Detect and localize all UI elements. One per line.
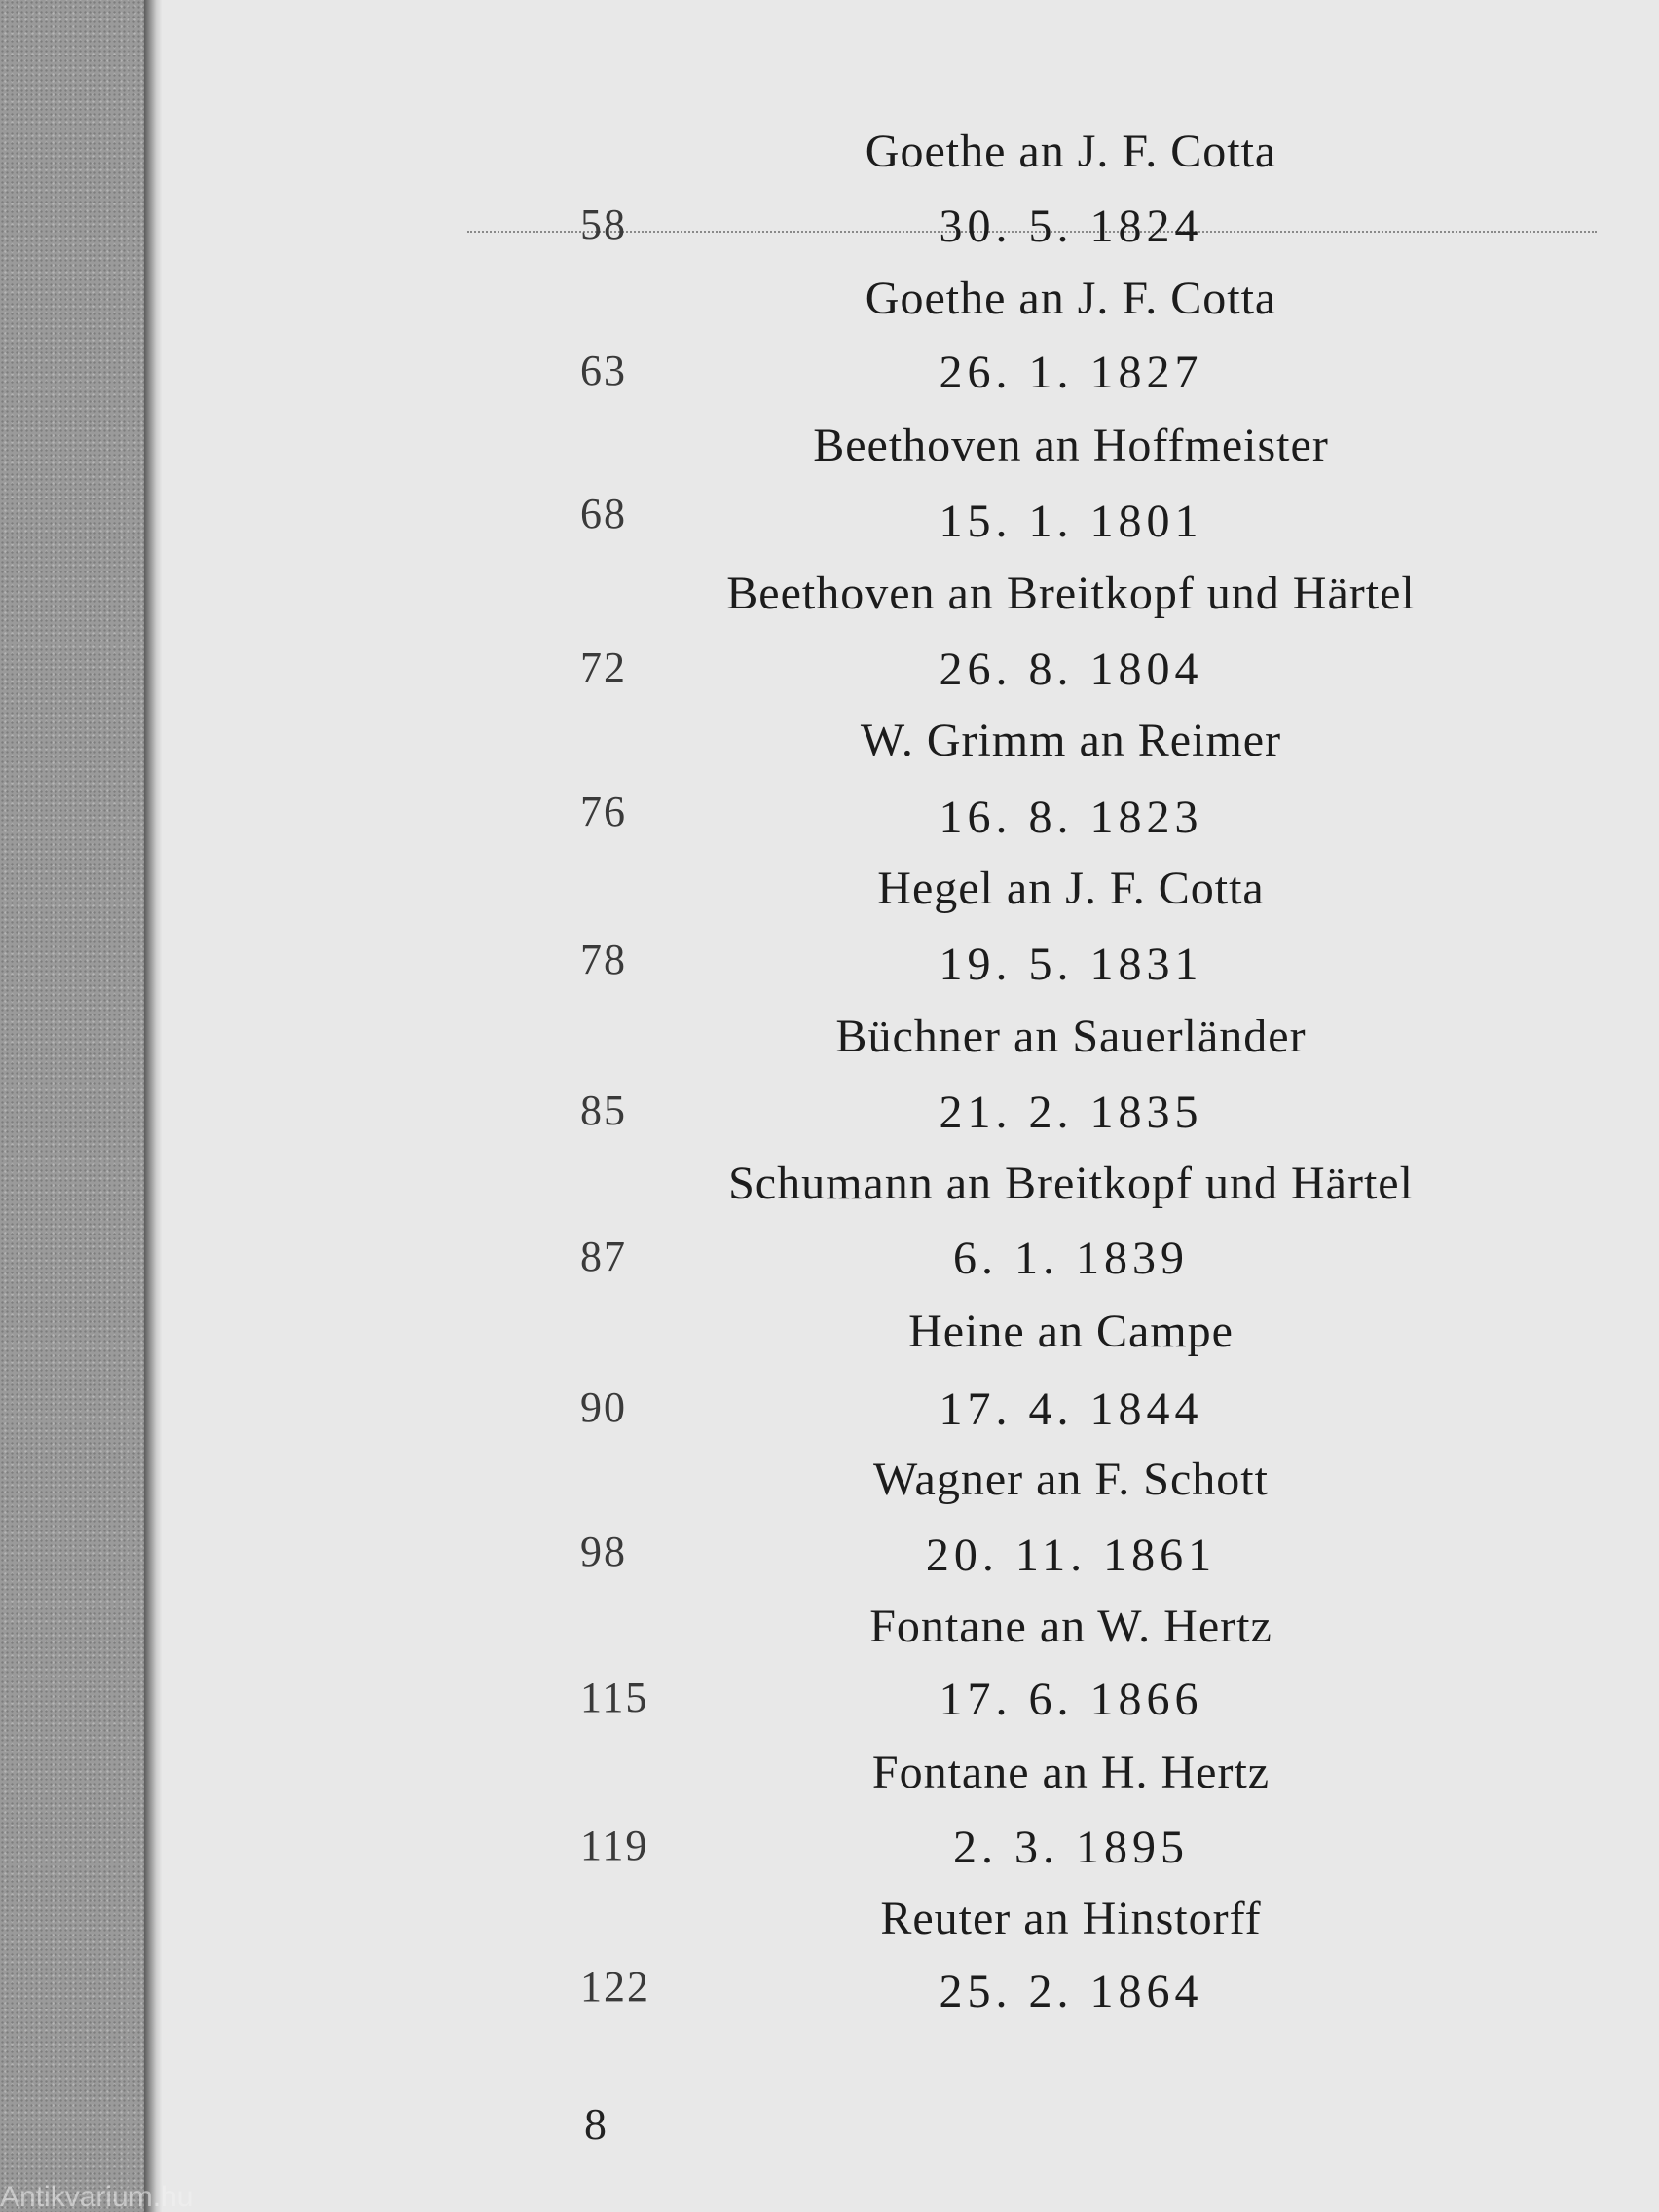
watermark: Antikvarium.hu (0, 2181, 194, 2212)
entry-page-number: 122 (580, 1963, 650, 2010)
entry-title: Wagner an F. Schott (873, 1454, 1269, 1505)
entry-page-number: 98 (580, 1528, 627, 1575)
entry-page-number: 115 (580, 1674, 649, 1721)
entry-page-number: 68 (580, 490, 627, 537)
entry-title: Büchner an Sauerländer (835, 1011, 1307, 1062)
entry-date: 20. 11. 1861 (925, 1530, 1217, 1581)
entry-title: Beethoven an Hoffmeister (813, 420, 1329, 471)
entry-page-number: 90 (580, 1383, 627, 1431)
entry-title: Heine an Campe (908, 1306, 1234, 1357)
entry-title: Reuter an Hinstorff (880, 1893, 1262, 1944)
entry-title: Hegel an J. F. Cotta (877, 863, 1265, 914)
entry-title: Goethe an J. F. Cotta (865, 126, 1277, 177)
entry-date: 30. 5. 1824 (939, 201, 1203, 252)
entry-title: W. Grimm an Reimer (860, 715, 1282, 766)
entry-date: 26. 1. 1827 (939, 347, 1203, 398)
entry-page-number: 76 (580, 788, 627, 835)
entry-page-number: 58 (580, 201, 627, 248)
entry-title: Fontane an W. Hertz (869, 1601, 1272, 1652)
entry-date: 6. 1. 1839 (953, 1233, 1189, 1284)
entry-date: 26. 8. 1804 (939, 644, 1203, 695)
entry-title: Fontane an H. Hertz (871, 1747, 1271, 1798)
page-folio-number: 8 (584, 2099, 607, 2149)
entry-page-number: 78 (580, 936, 627, 983)
entry-title: Schumann an Breitkopf und Härtel (728, 1158, 1414, 1209)
entry-date: 19. 5. 1831 (939, 939, 1203, 990)
entry-date: 25. 2. 1864 (939, 1966, 1203, 2017)
entry-date: 2. 3. 1895 (953, 1822, 1189, 1873)
entry-page-number: 72 (580, 644, 627, 691)
entry-date: 15. 1. 1801 (939, 496, 1203, 547)
entry-page-number: 85 (580, 1087, 627, 1134)
entry-title: Beethoven an Breitkopf und Härtel (726, 568, 1416, 619)
entry-date: 17. 4. 1844 (939, 1383, 1203, 1435)
entry-page-number: 87 (580, 1233, 627, 1280)
entry-date: 17. 6. 1866 (939, 1674, 1203, 1725)
entry-date: 21. 2. 1835 (939, 1087, 1203, 1138)
entry-title: Goethe an J. F. Cotta (865, 273, 1277, 324)
entry-page-number: 63 (580, 347, 627, 394)
entry-page-number: 119 (580, 1822, 649, 1869)
entry-date: 16. 8. 1823 (939, 792, 1203, 843)
